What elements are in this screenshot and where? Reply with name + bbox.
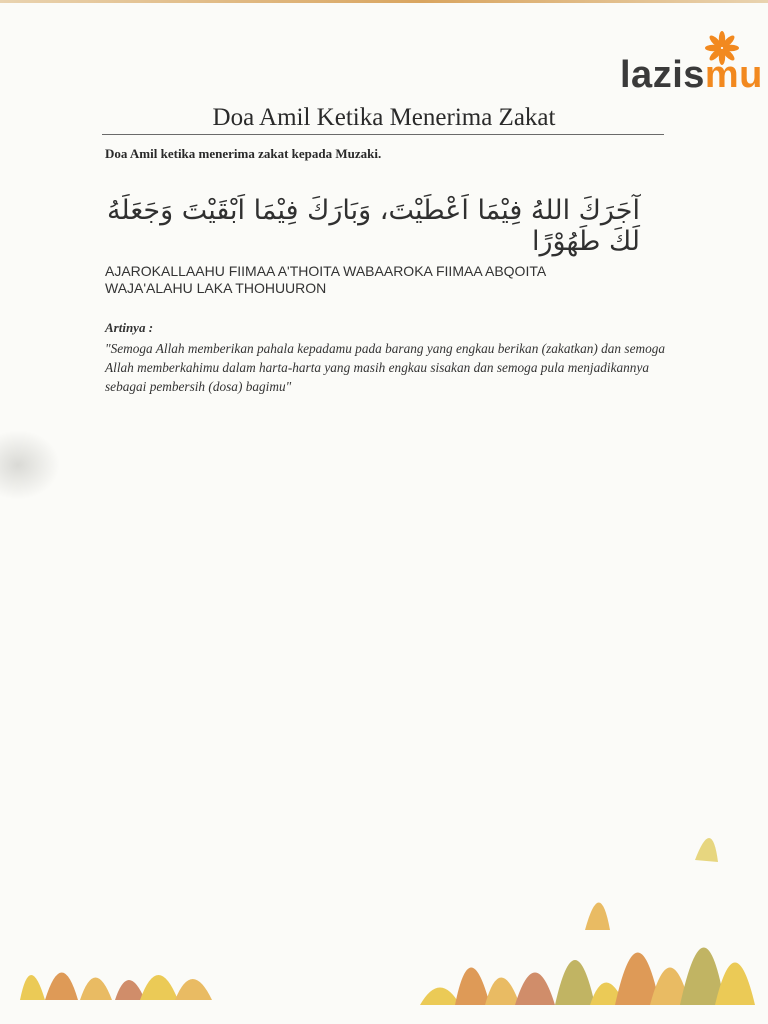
leaf <box>695 838 718 862</box>
transliteration: AJAROKALLAAHU FIIMAA A'THOITA WABAAROKA FIIMAA ABQOITA WAJA'ALAHU LAKA THOHUURON <box>105 263 546 296</box>
leaf <box>45 973 78 1001</box>
leaf <box>175 979 212 1000</box>
leaf <box>20 975 45 1000</box>
leaf <box>715 963 755 1006</box>
meaning-label: Artinya : <box>105 320 154 335</box>
subtitle: Doa Amil ketika menerima zakat kepada Muzaki. <box>105 146 382 161</box>
meaning-text: "Semoga Allah memberikan pahala kepadamu pada barang yang engkau berikan (zakatkan) dan semoga Allah memberkahimu dalam harta-harta yang masih engkau sisakan dan semoga pula menjadikannya sebagai pembersih (dosa) bagimu" <box>105 341 666 394</box>
logo-text-main: lazis <box>620 54 705 96</box>
leaf <box>420 988 460 1006</box>
leaf <box>515 973 555 1006</box>
leaf <box>455 968 490 1006</box>
page-top-edge <box>0 0 768 3</box>
logo-wordmark <box>620 56 763 94</box>
logo-text-accent: mu <box>704 54 763 96</box>
leaf <box>80 978 112 1001</box>
arabic-prayer: آجَرَكَ اللهُ فِيْمَا اَعْطَيْتَ، وَبَارَكَ فِيْمَا اَبْقَيْتَ وَجَعَلَهُ لَكَ طَهُوْرًا <box>106 195 640 257</box>
leaf <box>140 975 178 1000</box>
leaf <box>555 960 595 1005</box>
leaf <box>115 980 145 1000</box>
leaf <box>485 978 520 1006</box>
lazismu-logo <box>620 30 763 105</box>
page-title: Doa Amil Ketika Menerima Zakat <box>212 104 556 131</box>
leaf <box>585 903 610 931</box>
leaf-decoration <box>0 800 768 1024</box>
title-divider <box>102 134 664 135</box>
scan-smudge <box>0 430 60 500</box>
